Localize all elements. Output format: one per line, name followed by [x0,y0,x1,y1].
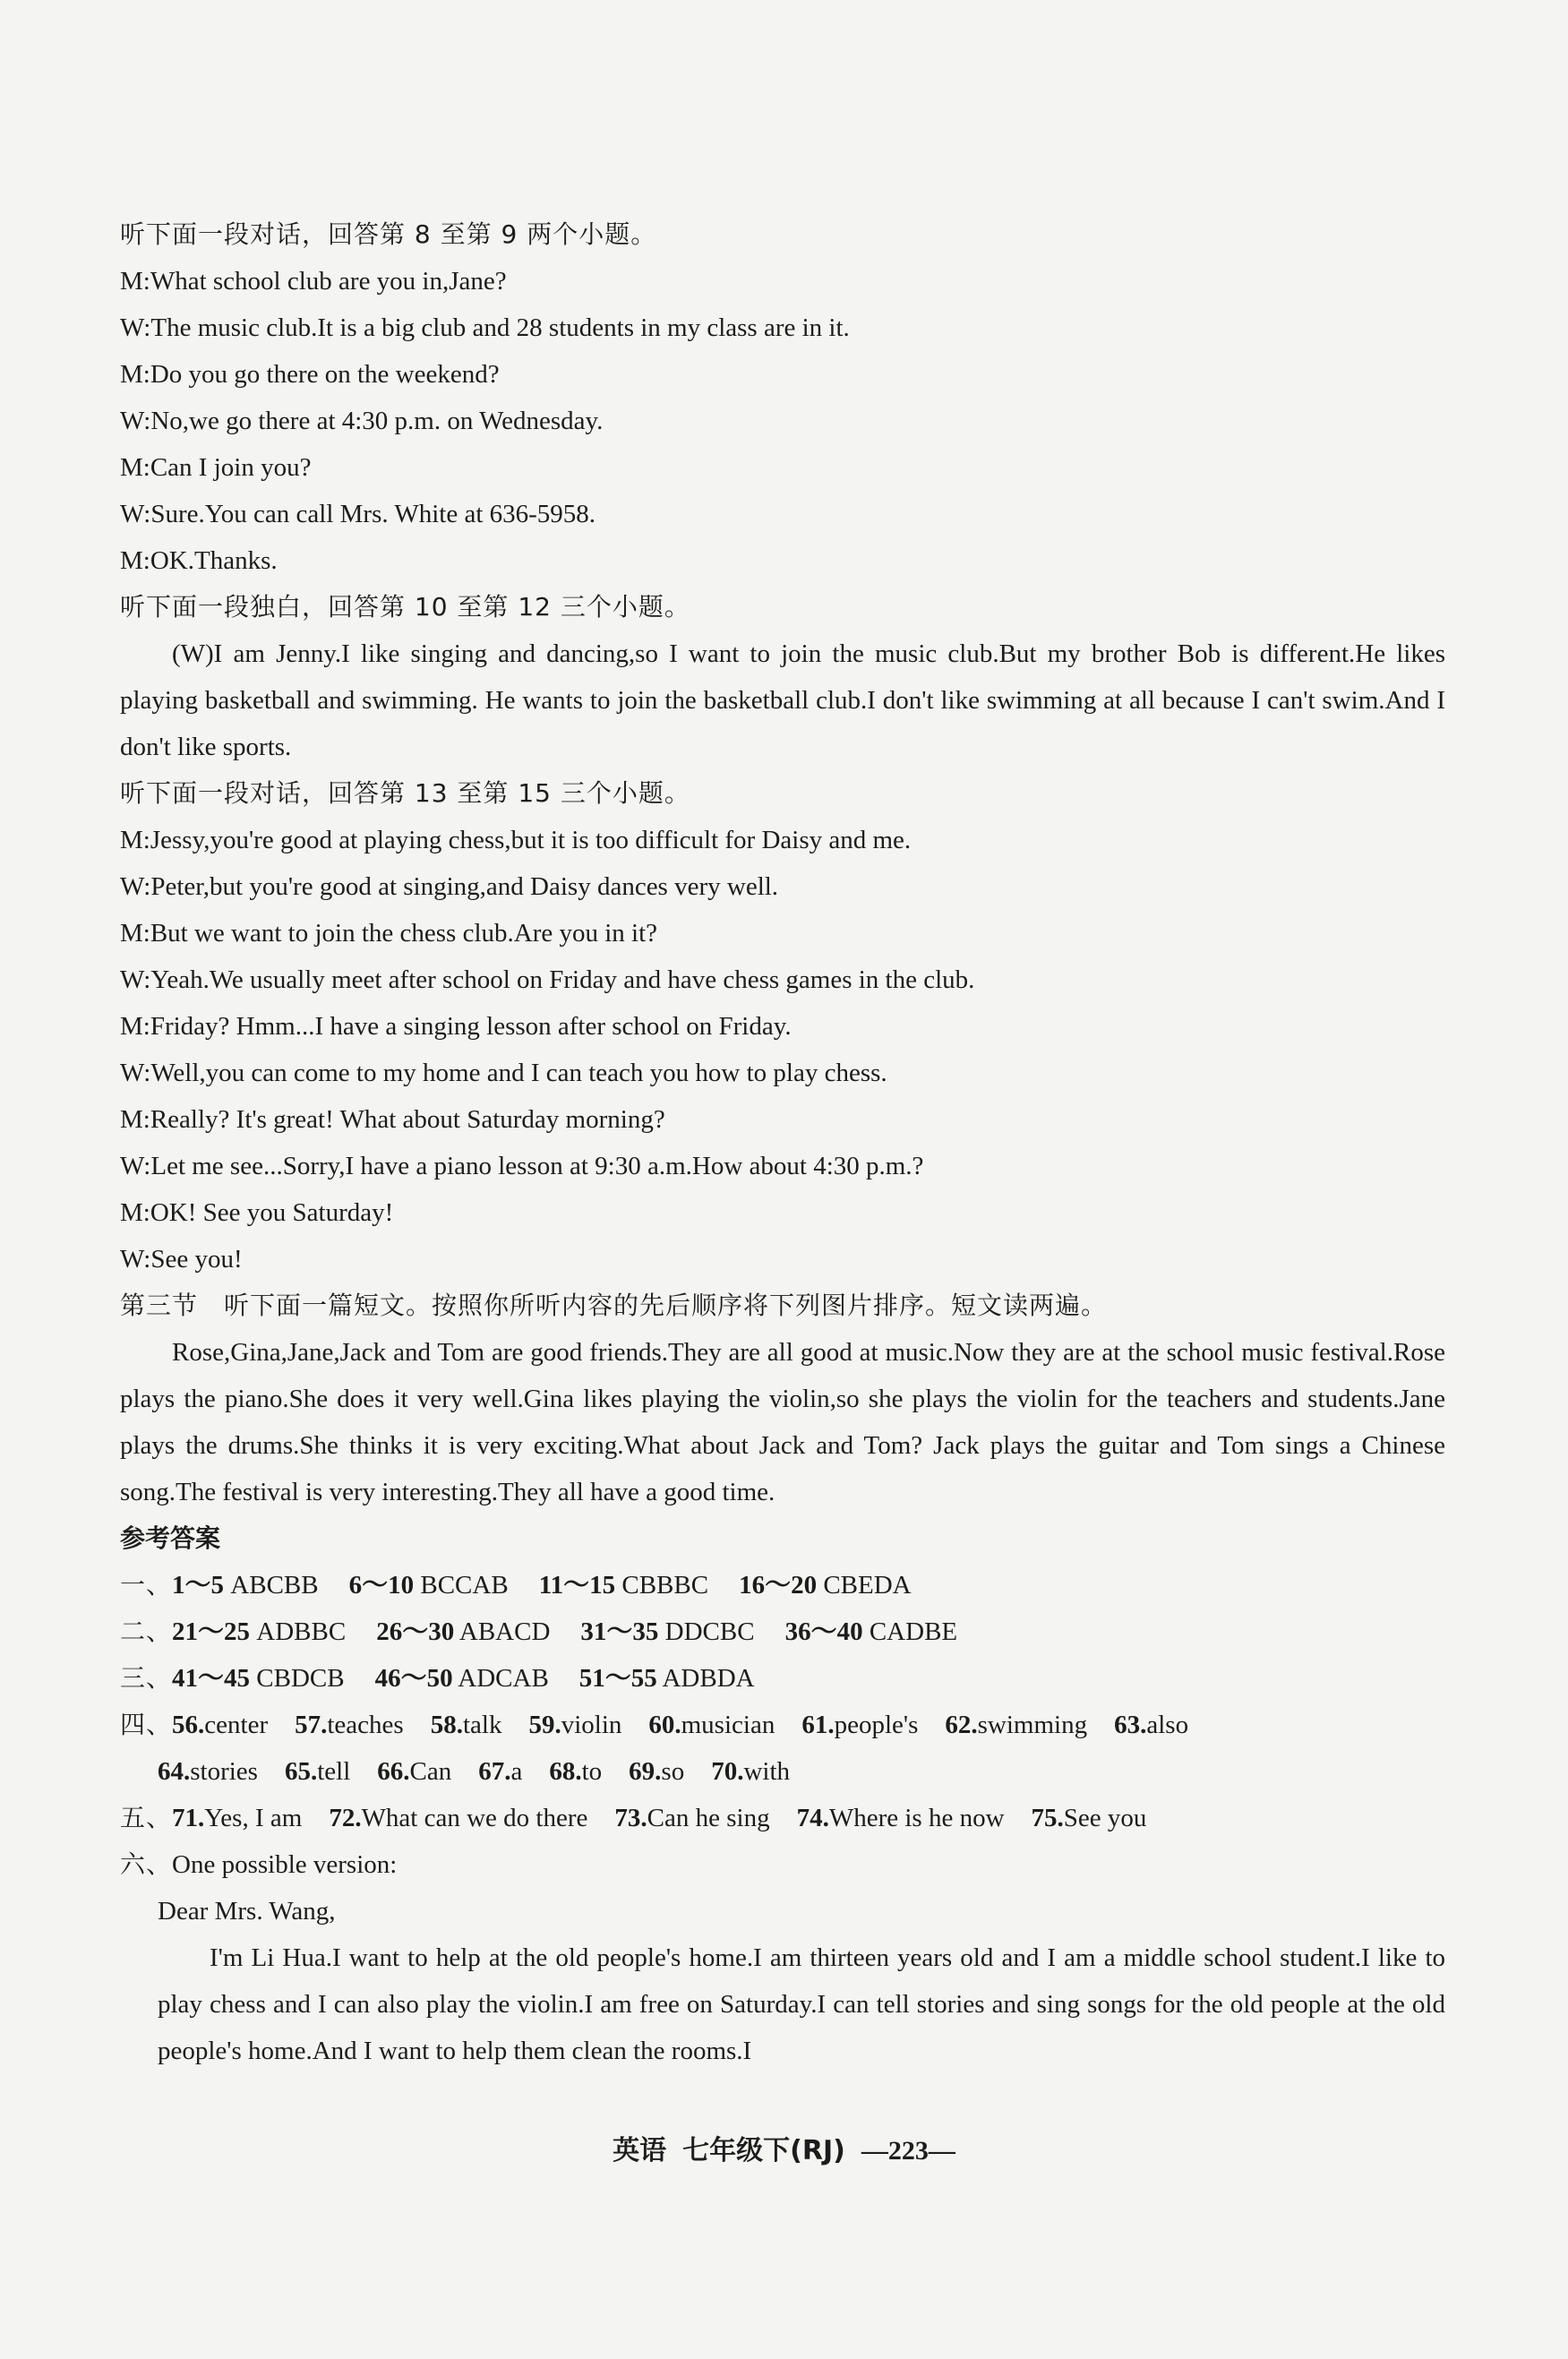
answer-item: 61.people's [801,1711,919,1739]
answer-item: 63.also [1114,1711,1189,1739]
dialogue-line: W:Yeah.We usually meet after school on Friday and have chess games in the club. [120,965,975,994]
answers-part4-row2 [120,1748,1445,1795]
answer-group: 46～50 ADCAB [374,1664,549,1693]
answers-part6-title [120,1841,1445,1888]
dialogue-line: M:Friday? Hmm...I have a singing lesson after school on Friday. [120,1012,792,1041]
answers-part1 [120,1562,1445,1608]
part-label: 一、 [120,1570,173,1600]
dialogue-line: M:Jessy,you're good at playing chess,but it is too difficult for Daisy and me. [120,826,912,854]
answers-heading: 参考答案 [120,1523,221,1553]
answer-group: 31～35 DDCBC [580,1617,755,1646]
dialogue-line: M:OK! See you Saturday! [120,1198,394,1227]
part6-title: One possible version: [172,1850,398,1879]
dialogue-line: M:What school club are you in,Jane? [120,267,507,296]
dialogue-line: W:Sure.You can call Mrs. White at 636-5958. [120,500,596,528]
answers-part5 [120,1795,1445,1841]
dialogue-line: M:Can I join you? [120,453,312,482]
answer-item: 71.Yes, I am [172,1804,303,1832]
part-label: 四、 [120,1710,173,1739]
answer-group: 6～10 BCCAB [348,1571,509,1600]
part-label: 五、 [120,1803,173,1832]
dialogue-line: W:No,we go there at 4:30 p.m. on Wednesday. [120,407,604,435]
answer-item: 62.swimming [945,1711,1088,1739]
answer-item: 58.talk [430,1711,502,1739]
section3-text: Rose,Gina,Jane,Jack and Tom are good friends.They are all good at music.Now they are at the school music festival.Rose plays the piano.She does it very well.Gina likes playing the violin,so she plays the violin for the teachers and students.Jane plays the drums.She thinks it is very exciting.What about Jack and Tom? Jack plays the guitar and Tom sings a Chinese song.The festival is very interesting.They all have a good time. [120,1338,1445,1506]
answer-item: 70.with [711,1757,791,1786]
monologue-intro: 听下面一段独白，回答第 10 至第 12 三个小题。 [120,592,690,622]
page-number: —223— [861,2136,955,2166]
answer-item: 67.a [478,1757,523,1786]
answer-item: 60.musician [648,1711,775,1739]
dialogue-line: W:Well,you can come to my home and I can teach you how to play chess. [120,1059,887,1087]
answer-group: 51～55 ADBDA [578,1664,755,1693]
dialogue-line: W:Peter,but you're good at singing,and Daisy dances very well. [120,872,779,901]
dialogue-line: W:The music club.It is a big club and 28 students in my class are in it. [120,313,850,342]
section3-intro: 第三节 听下面一篇短文。按照你所听内容的先后顺序将下列图片排序。短文读两遍。 [120,1291,1108,1320]
answer-group: 36～40 CADBE [784,1617,958,1646]
answers-part4-row1 [120,1702,1445,1748]
answer-group: 41～45 CBDCB [172,1664,345,1693]
answer-item: 69.so [629,1757,685,1786]
answer-item: 64.stories [158,1757,258,1786]
answer-item: 59.violin [528,1711,622,1739]
answer-item: 57.teaches [295,1711,404,1739]
dialogue3-intro: 听下面一段对话，回答第 13 至第 15 三个小题。 [120,778,690,808]
dialogue-line: W:See you! [120,1245,243,1274]
dialogue-line: W:Let me see...Sorry,I have a piano lesson at 9:30 a.m.How about 4:30 p.m.? [120,1152,924,1180]
answer-item: 56.center [172,1711,269,1739]
answer-item: 66.Can [377,1757,452,1786]
answer-item: 74.Where is he now [796,1804,1005,1832]
monologue-text: (W)I am Jenny.I like singing and dancing,so I want to join the music club.But my brother Bob is different.He likes playing basketball and swimming. He wants to join the basketball club.I don't like swimming at all because I can't swim.And I don't like sports. [120,639,1445,761]
page-footer [0,2128,1568,2167]
answer-group: 1～5 ABCBB [172,1571,319,1600]
letter-salutation: Dear Mrs. Wang, [158,1897,336,1926]
answers-part3 [120,1655,1445,1702]
dialogue-line: M:OK.Thanks. [120,546,278,575]
answer-item: 75.See you [1031,1804,1147,1832]
answers-part2 [120,1608,1445,1655]
answer-group: 21～25 ADBBC [172,1617,347,1646]
part-label: 三、 [120,1663,173,1693]
answer-item: 72.What can we do there [329,1804,588,1832]
answer-group: 16～20 CBEDA [739,1571,912,1600]
answer-item: 68.to [549,1757,603,1786]
answer-item: 73.Can he sing [614,1804,770,1832]
answer-group: 11～15 CBBBC [538,1571,709,1600]
letter-body: I'm Li Hua.I want to help at the old people's home.I am thirteen years old and I am a middle school student.I like to play chess and I can also play the violin.I am free on Saturday.I can tell stories and sing songs for the old people at the old people's home.And I want to help them clean the rooms.I [158,1943,1445,2065]
dialogue-line: M:Do you go there on the weekend? [120,360,500,389]
content [120,211,1445,2074]
dialogue-line: M:But we want to join the chess club.Are you in it? [120,919,658,948]
part-label: 六、 [120,1849,173,1879]
answer-group: 26～30 ABACD [376,1617,551,1646]
part-label: 二、 [120,1617,173,1646]
answer-item: 65.tell [284,1757,351,1786]
footer-subject: 英语 [613,2135,667,2166]
dialogue-line: M:Really? It's great! What about Saturday morning? [120,1105,665,1134]
footer-grade: 七年级下(RJ) [682,2135,845,2166]
dialogue2-intro: 听下面一段对话，回答第 8 至第 9 两个小题。 [120,219,657,249]
